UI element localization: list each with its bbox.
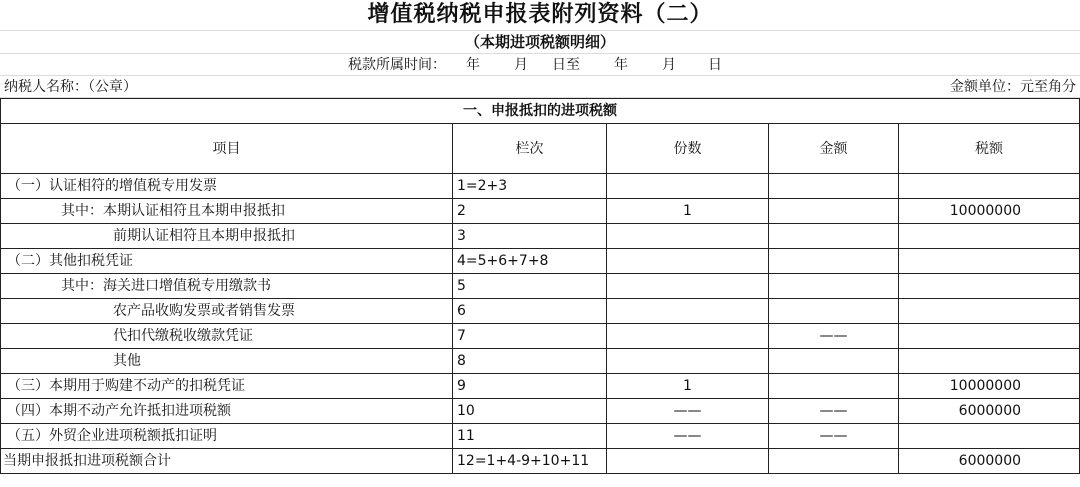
row-count: —— bbox=[607, 399, 769, 424]
row-tax bbox=[899, 274, 1080, 299]
row-amount bbox=[769, 199, 899, 224]
row-item: 代扣代缴税收缴款凭证 bbox=[1, 324, 453, 349]
table-row bbox=[1, 249, 1080, 274]
table-row bbox=[1, 199, 1080, 224]
period-to-month: 月 bbox=[662, 57, 676, 73]
row-count: 1 bbox=[607, 199, 769, 224]
table-row bbox=[1, 374, 1080, 399]
row-line: 12=1+4-9+10+11 bbox=[453, 449, 607, 474]
row-count bbox=[607, 224, 769, 249]
form-meta-row bbox=[0, 76, 1080, 98]
row-item: 前期认证相符且本期申报抵扣 bbox=[1, 224, 453, 249]
row-line: 3 bbox=[453, 224, 607, 249]
table-row bbox=[1, 324, 1080, 349]
table-row bbox=[1, 399, 1080, 424]
row-tax: 10000000 bbox=[899, 199, 1080, 224]
row-count bbox=[607, 324, 769, 349]
row-tax: 6000000 bbox=[899, 399, 1080, 424]
row-item: （五）外贸企业进项税额抵扣证明 bbox=[1, 424, 453, 449]
taxpayer-name-label: 纳税人名称：（公章） bbox=[4, 79, 137, 95]
col-header-line: 栏次 bbox=[453, 124, 607, 174]
row-tax bbox=[899, 249, 1080, 274]
col-header-count: 份数 bbox=[607, 124, 769, 174]
row-tax bbox=[899, 174, 1080, 199]
row-item: 其中：本期认证相符且本期申报抵扣 bbox=[1, 199, 453, 224]
col-header-item: 项目 bbox=[1, 124, 453, 174]
period-to-year: 年 bbox=[614, 57, 628, 73]
row-count bbox=[607, 274, 769, 299]
row-count bbox=[607, 299, 769, 324]
row-item: （四）本期不动产允许抵扣进项税额 bbox=[1, 399, 453, 424]
col-header-amount: 金额 bbox=[769, 124, 899, 174]
row-line: 2 bbox=[453, 199, 607, 224]
table-row bbox=[1, 174, 1080, 199]
section-title: 一、申报抵扣的进项税额 bbox=[1, 99, 1080, 124]
row-line: 5 bbox=[453, 274, 607, 299]
row-amount bbox=[769, 224, 899, 249]
row-amount bbox=[769, 249, 899, 274]
row-item: 其他 bbox=[1, 349, 453, 374]
table-row bbox=[1, 299, 1080, 324]
row-item: 当期申报抵扣进项税额合计 bbox=[1, 449, 453, 474]
row-count: 1 bbox=[607, 374, 769, 399]
input-tax-detail-table bbox=[0, 98, 1080, 474]
row-item: （三）本期用于购建不动产的扣税凭证 bbox=[1, 374, 453, 399]
row-count bbox=[607, 449, 769, 474]
row-amount: —— bbox=[769, 399, 899, 424]
row-line: 4=5+6+7+8 bbox=[453, 249, 607, 274]
row-count bbox=[607, 349, 769, 374]
row-amount bbox=[769, 349, 899, 374]
form-subtitle: （本期进项税额明细） bbox=[464, 33, 615, 51]
row-amount bbox=[769, 374, 899, 399]
table-row bbox=[1, 424, 1080, 449]
table-row bbox=[1, 224, 1080, 249]
table-row-total bbox=[1, 449, 1080, 474]
row-tax bbox=[899, 349, 1080, 374]
period-to-day: 日 bbox=[708, 57, 722, 73]
row-tax bbox=[899, 299, 1080, 324]
table-row bbox=[1, 349, 1080, 374]
row-item: 农产品收购发票或者销售发票 bbox=[1, 299, 453, 324]
row-item: （二）其他扣税凭证 bbox=[1, 249, 453, 274]
row-tax: 10000000 bbox=[899, 374, 1080, 399]
row-tax bbox=[899, 424, 1080, 449]
row-amount bbox=[769, 299, 899, 324]
row-line: 9 bbox=[453, 374, 607, 399]
row-tax: 6000000 bbox=[899, 449, 1080, 474]
col-header-tax: 税额 bbox=[899, 124, 1080, 174]
row-amount bbox=[769, 174, 899, 199]
row-amount: —— bbox=[769, 424, 899, 449]
tax-period bbox=[0, 54, 1080, 76]
row-line: 7 bbox=[453, 324, 607, 349]
period-from-day: 日至 bbox=[552, 57, 580, 73]
row-line: 11 bbox=[453, 424, 607, 449]
form-title: 增值税纳税申报表附列资料（二） bbox=[367, 2, 713, 27]
row-amount bbox=[769, 274, 899, 299]
row-line: 8 bbox=[453, 349, 607, 374]
row-amount: —— bbox=[769, 324, 899, 349]
row-item: （一）认证相符的增值税专用发票 bbox=[1, 174, 453, 199]
row-item: 其中：海关进口增值税专用缴款书 bbox=[1, 274, 453, 299]
row-line: 10 bbox=[453, 399, 607, 424]
row-line: 1=2+3 bbox=[453, 174, 607, 199]
row-amount bbox=[769, 449, 899, 474]
row-count: —— bbox=[607, 424, 769, 449]
row-count bbox=[607, 249, 769, 274]
section-header-row bbox=[1, 99, 1080, 124]
row-tax bbox=[899, 324, 1080, 349]
period-label: 税款所属时间： bbox=[348, 57, 446, 73]
row-tax bbox=[899, 224, 1080, 249]
row-count bbox=[607, 174, 769, 199]
table-row bbox=[1, 274, 1080, 299]
currency-unit-label: 金额单位：元至角分 bbox=[950, 79, 1076, 95]
period-from-month: 月 bbox=[514, 57, 528, 73]
period-from-year: 年 bbox=[466, 57, 480, 73]
column-header-row bbox=[1, 124, 1080, 174]
row-line: 6 bbox=[453, 299, 607, 324]
